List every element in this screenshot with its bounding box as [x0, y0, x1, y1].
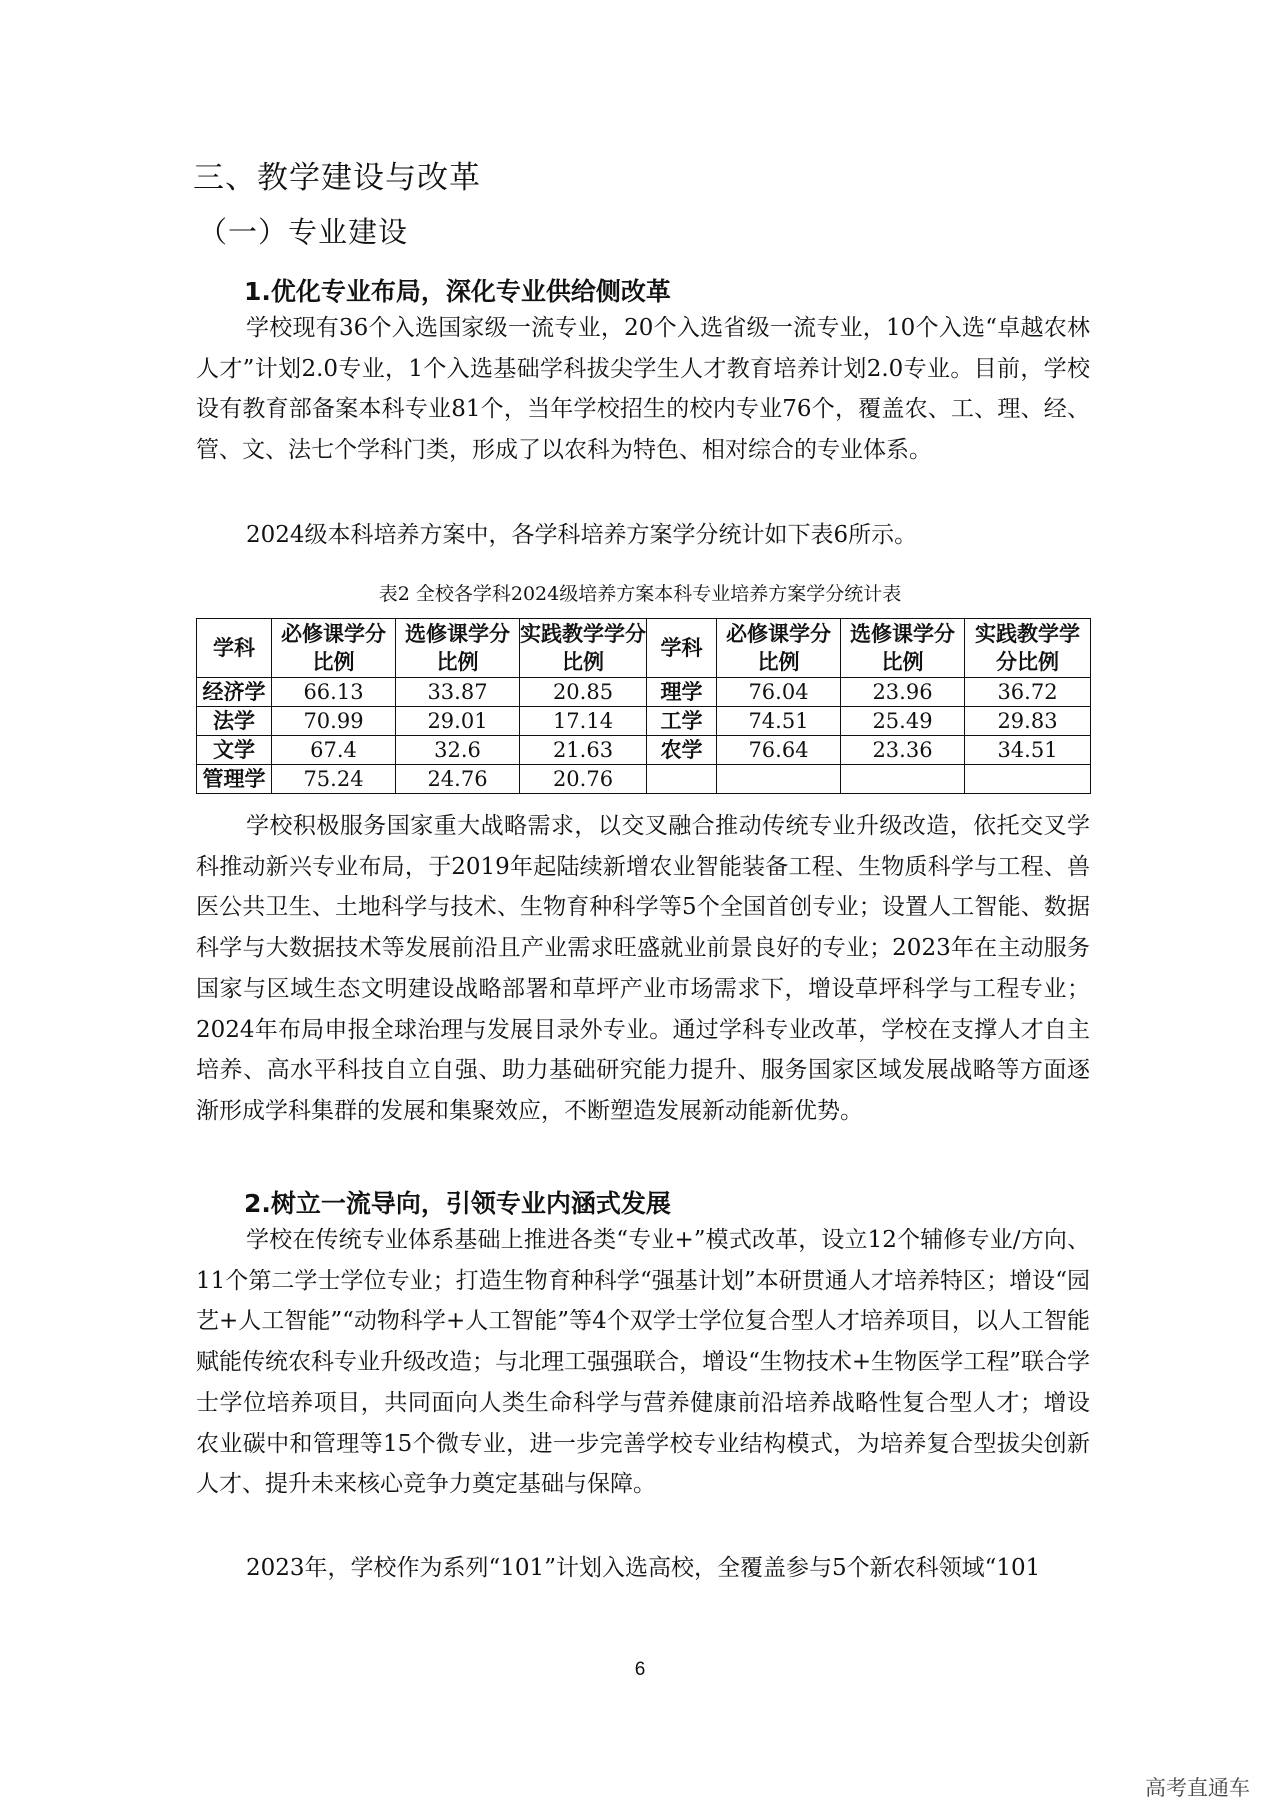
- table-cell: 管理学: [197, 765, 272, 794]
- table-cell: 21.63: [520, 736, 647, 765]
- table-cell: 文学: [197, 736, 272, 765]
- table-cell: 理学: [647, 678, 717, 707]
- table-cell: 工学: [647, 707, 717, 736]
- table-cell: 经济学: [197, 678, 272, 707]
- table-cell: 66.13: [272, 678, 396, 707]
- credit-statistics-table: [196, 618, 1091, 794]
- table-cell: 75.24: [272, 765, 396, 794]
- section-title: 三、教学建设与改革: [193, 160, 481, 196]
- table-cell: 25.49: [841, 707, 965, 736]
- table-row: [197, 736, 1091, 765]
- header-cell: 必修课学分比例: [272, 619, 396, 678]
- paragraph-2: 2024级本科培养方案中，各学科培养方案学分统计如下表6所示。: [246, 522, 918, 548]
- paragraph-4: 学校在传统专业体系基础上推进各类“专业+”模式改革，设立12个辅修专业/方向、11个第二学士学位专业；打造生物育种科学“强基计划”本研贯通人才培养特区；增设“园艺+人工智能”“动物科学+人工智能”等4个双学士学位复合型人才培养项目，以人工智能赋能传统农科专业升级改造；与北理工强强联合，增设“生物技术+生物医学工程”联合学士学位培养项目，共同面向人类生命科学与营养健康前沿培养战略性复合型人才；增设农业碳中和管理等15个微专业，进一步完善学校专业结构模式，为培养复合型拔尖创新人才、提升未来核心竞争力奠定基础与保障。: [196, 1227, 1090, 1498]
- header-cell: 选修课学分比例: [841, 619, 965, 678]
- table-cell: 36.72: [965, 678, 1091, 707]
- table-row: [197, 678, 1091, 707]
- table-cell: 29.83: [965, 707, 1091, 736]
- page-number: 6: [634, 1659, 646, 1680]
- heading-2: 2.树立一流导向，引领专业内涵式发展: [244, 1189, 671, 1218]
- paragraph-5: 2023年，学校作为系列“101”计划入选高校，全覆盖参与5个新农科领域“101: [246, 1555, 1041, 1581]
- table-cell: 70.99: [272, 707, 396, 736]
- watermark: 高考直通车: [1145, 1776, 1250, 1800]
- header-cell: 实践教学学分比例: [520, 619, 647, 678]
- table-row: [197, 765, 1091, 794]
- table-cell: 76.04: [717, 678, 841, 707]
- table-cell: [841, 765, 965, 794]
- table-cell: 23.36: [841, 736, 965, 765]
- table-caption: 表2 全校各学科2024级培养方案本科专业培养方案学分统计表: [378, 583, 902, 605]
- table-cell: 24.76: [396, 765, 520, 794]
- header-cell: 学科: [647, 619, 717, 678]
- table-cell: 33.87: [396, 678, 520, 707]
- table-cell: 29.01: [396, 707, 520, 736]
- table-cell: [717, 765, 841, 794]
- table-cell: 74.51: [717, 707, 841, 736]
- table-row: [197, 707, 1091, 736]
- table-cell: 20.76: [520, 765, 647, 794]
- subsection-title: （一）专业建设: [198, 215, 409, 249]
- table-cell: 34.51: [965, 736, 1091, 765]
- table-cell: [647, 765, 717, 794]
- table-header-row: [197, 619, 1091, 678]
- table-cell: 20.85: [520, 678, 647, 707]
- header-cell: 选修课学分比例: [396, 619, 520, 678]
- table-cell: [965, 765, 1091, 794]
- table-cell: 76.64: [717, 736, 841, 765]
- table-cell: 17.14: [520, 707, 647, 736]
- header-cell: 学科: [197, 619, 272, 678]
- heading-1: 1.优化专业布局，深化专业供给侧改革: [244, 277, 671, 306]
- table-cell: 23.96: [841, 678, 965, 707]
- table-cell: 农学: [647, 736, 717, 765]
- table-cell: 67.4: [272, 736, 396, 765]
- header-cell: 实践教学学分比例: [965, 619, 1091, 678]
- table-cell: 32.6: [396, 736, 520, 765]
- paragraph-3: 学校积极服务国家重大战略需求，以交叉融合推动传统专业升级改造，依托交叉学科推动新兴专业布局，于2019年起陆续新增农业智能装备工程、生物质科学与工程、兽医公共卫生、土地科学与技术、生物育种科学等5个全国首创专业；设置人工智能、数据科学与大数据技术等发展前沿且产业需求旺盛就业前景良好的专业；2023年在主动服务国家与区域生态文明建设战略部署和草坪产业市场需求下，增设草坪科学与工程专业；2024年布局申报全球治理与发展目录外专业。通过学科专业改革，学校在支撑人才自主培养、高水平科技自立自强、助力基础研究能力提升、服务国家区域发展战略等方面逐渐形成学科集群的发展和集聚效应，不断塑造发展新动能新优势。: [196, 813, 1090, 1124]
- table-cell: 法学: [197, 707, 272, 736]
- header-cell: 必修课学分比例: [717, 619, 841, 678]
- paragraph-1: 学校现有36个入选国家级一流专业，20个入选省级一流专业，10个入选“卓越农林人才”计划2.0专业，1个入选基础学科拔尖学生人才教育培养计划2.0专业。目前，学校设有教育部备案本科专业81个，当年学校招生的校内专业76个，覆盖农、工、理、经、管、文、法七个学科门类，形成了以农科为特色、相对综合的专业体系。: [196, 315, 1090, 464]
